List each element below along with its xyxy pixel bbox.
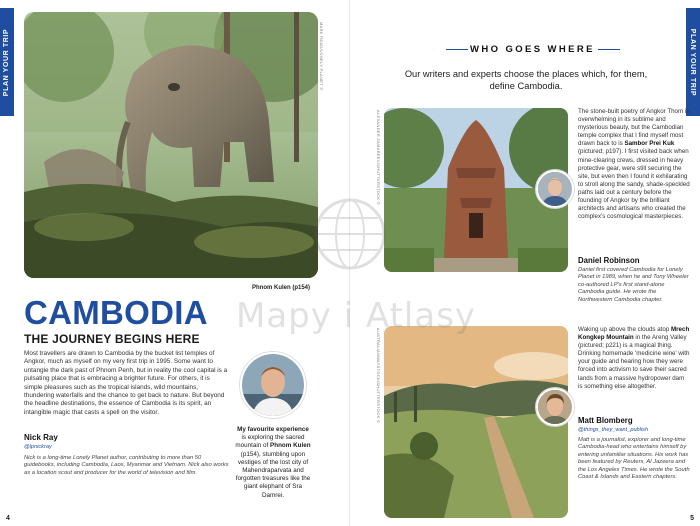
intro-paragraph: Most travellers are drawn to Cambodia by the bucket list temples of Angkor, much as myself on my very first trip in 1995. Some want to untangle the dark past of Phnom Penh, but in reality the cool capital is a pulsating place that is embracing a brighter future. For others, it is simple pleasures such as the tropical islands, wild mountains, thundering waterfalls and the chance to get back to nature. But beyond the headline destinations, the essence of Cambodia is its spirit, an intangible magic that casts a spell on the visitor. — [24, 350, 228, 416]
page-number-left: 4 — [6, 515, 10, 522]
heading-rule-left — [446, 49, 468, 50]
contributor-2-text: Waking up above the clouds atop Mrech Kongkep Mountain in the Areng Valley (pictured; p221) is a magical thing. Drinking homemade 'medicine wine' with your guide and hearing how they were forced into activism to save their sacred lands from a massive hydropower dam is something else altogether. — [578, 326, 690, 390]
contributor-1-bio: Daniel first covered Cambodia for Lonely Planet in 1989, when he and Tony Wheeler co-authored LP's first stand-alone Cambodia guide. He wrote the Northwestern Cambodia chapter. — [578, 267, 689, 303]
photo-areng-valley — [384, 326, 568, 518]
author-bio: Nick is a long-time Lonely Planet author, contributing to more than 50 guidebooks, including Cambodia, Laos, Myanmar and Vietnam. Nick also works as a location scout and producer for the world of television and film. — [24, 455, 229, 476]
contributor-2-bio: Matt is a journalist, explorer and long-time Cambodia-head who entertains himself by entering unfamiliar situations. His work has been featured by Reuters, Al Jazeera and the Los Angeles Times. He wrote the South Coast & Islands and Eastern chapters. — [578, 437, 690, 481]
contributor-1-text: The stone-built poetry of Angkor Thom is overwhelming in its sublime and mysterious beauty, but the Cambodian temple complex that I find myself most drawn back to is Sambor Prei Kuk (pictured; p197). I first visited back when mine-clearing crews, dressed in heavy protective gear, were still securing the site, but even then I found it exhilarating to stroll along the sandy, shade-speckled paths laid out a century before the founding of Angkor by the brilliant architects and artisans who created the complex's cosmological masterpieces. — [578, 108, 690, 221]
favourite-experience: My favourite experience is exploring the sacred mountain of Phnom Kulen (p154), stumbling upon vestiges of the lost city of Mahendraparvata and forgotten treasures like the giant elephant of Sra Damrei. — [235, 426, 311, 499]
photo1-credit: ALEXANDER ZAMAREEV/SHUTTERSTOCK © — [376, 110, 381, 206]
contributor-1-name: Daniel Robinson — [578, 256, 640, 265]
watermark-text: Mapy i Atlasy — [236, 296, 477, 336]
section-subheading: Our writers and experts choose the places which, for them, define Cambodia. — [404, 69, 648, 91]
globe-watermark-icon — [312, 196, 388, 272]
contributor-2-handle[interactable]: @things_they_want_publish — [578, 427, 649, 433]
avatar-matt-blomberg — [536, 388, 574, 426]
section-tab-right[interactable]: PLAN YOUR TRIP — [686, 8, 700, 116]
hero-photo-credit: MARK READ/LONELY PLANET © — [319, 22, 324, 91]
photo2-credit: AUSTRALIANWAYSTOCK/SHUTTERSTOCK © — [376, 328, 381, 424]
elephant-statue-image — [24, 12, 318, 278]
contributor-2-name: Matt Blomberg — [578, 416, 633, 425]
hero-caption: Phnom Kulen (p154) — [252, 285, 311, 291]
page-title: CAMBODIA — [24, 294, 208, 331]
section-heading: WHO GOES WHERE — [470, 44, 595, 55]
avatar-daniel-robinson — [536, 170, 574, 208]
page-subtitle: THE JOURNEY BEGINS HERE — [24, 332, 200, 346]
avatar-nick-ray — [240, 352, 306, 418]
section-tab-left[interactable]: PLAN YOUR TRIP — [0, 8, 14, 116]
heading-rule-right — [598, 49, 620, 50]
author-name: Nick Ray — [24, 433, 58, 442]
page-number-right: 5 — [690, 515, 694, 522]
hero-photo-phnom-kulen — [24, 12, 318, 278]
right-page — [350, 0, 700, 526]
author-handle[interactable]: @lpnickray — [24, 444, 52, 450]
